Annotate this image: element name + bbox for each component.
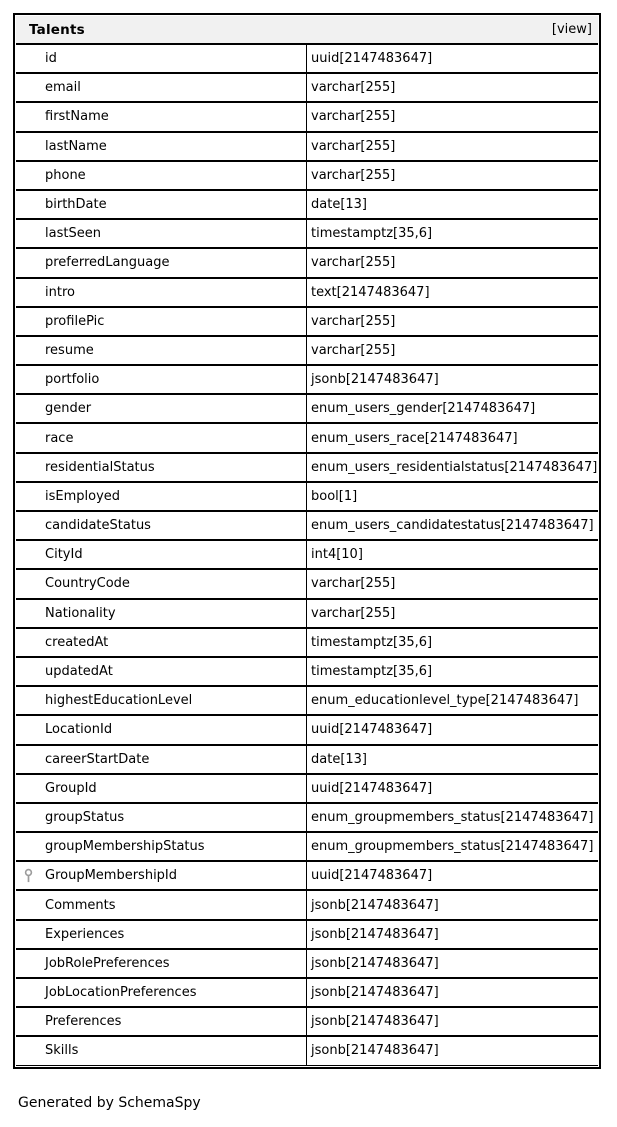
column-name-cell [16, 1007, 307, 1036]
column-name-cell [16, 102, 307, 131]
table-row [16, 1036, 598, 1065]
table-row [16, 803, 598, 832]
column-name: email [45, 80, 81, 96]
column-type: jsonb[2147483647] [307, 1007, 598, 1036]
column-name-cell [16, 949, 307, 978]
column-name-cell [16, 628, 307, 657]
column-type: enum_groupmembers_status[2147483647] [307, 832, 598, 861]
column-type: varchar[255] [307, 307, 598, 336]
column-name: JobLocationPreferences [45, 985, 197, 1001]
column-name-cell [16, 423, 307, 452]
column-type: varchar[255] [307, 161, 598, 190]
column-type: uuid[2147483647] [307, 715, 598, 744]
table-row [16, 832, 598, 861]
table-header-row [16, 16, 598, 44]
column-type: enum_users_race[2147483647] [307, 423, 598, 452]
table-row [16, 978, 598, 1007]
column-name-cell [16, 890, 307, 919]
column-type: jsonb[2147483647] [307, 920, 598, 949]
column-name: isEmployed [45, 488, 121, 504]
table-row [16, 920, 598, 949]
column-name-cell [16, 686, 307, 715]
column-name-cell [16, 161, 307, 190]
table-row [16, 861, 598, 890]
column-name-cell [16, 1036, 307, 1065]
column-name: updatedAt [45, 664, 113, 680]
column-name-cell [16, 832, 307, 861]
column-name: JobRolePreferences [45, 955, 170, 971]
table-row [16, 1007, 598, 1036]
table-header [16, 16, 598, 44]
column-name-cell [16, 861, 307, 890]
column-name: highestEducationLevel [45, 693, 193, 709]
column-type: int4[10] [307, 540, 598, 569]
table-row [16, 102, 598, 131]
column-type: enum_users_gender[2147483647] [307, 394, 598, 423]
column-name: Preferences [45, 1014, 122, 1030]
column-name-cell [16, 511, 307, 540]
column-type: uuid[2147483647] [307, 44, 598, 73]
column-type: varchar[255] [307, 102, 598, 131]
column-type: varchar[255] [307, 73, 598, 102]
column-type: varchar[255] [307, 248, 598, 277]
column-type: timestamptz[35,6] [307, 628, 598, 657]
column-name: phone [45, 167, 86, 183]
column-name: Nationality [45, 605, 116, 621]
column-name-cell [16, 803, 307, 832]
generator-credit: Generated by SchemaSpy [18, 1095, 201, 1111]
table-row [16, 73, 598, 102]
view-badge: [view] [551, 22, 592, 37]
column-type: timestamptz[35,6] [307, 219, 598, 248]
column-type: text[2147483647] [307, 278, 598, 307]
column-name: CityId [45, 547, 83, 563]
table-row [16, 628, 598, 657]
column-name: intro [45, 284, 75, 300]
column-name: careerStartDate [45, 751, 150, 767]
column-name: Experiences [45, 926, 125, 942]
column-rows [16, 44, 598, 1066]
column-type: uuid[2147483647] [307, 774, 598, 803]
table-row [16, 890, 598, 919]
table-row [16, 569, 598, 598]
key-icon [23, 868, 34, 883]
column-type: date[13] [307, 745, 598, 774]
column-type: jsonb[2147483647] [307, 949, 598, 978]
table-row [16, 715, 598, 744]
column-name-cell [16, 599, 307, 628]
column-type: uuid[2147483647] [307, 861, 598, 890]
table-row [16, 190, 598, 219]
column-type: jsonb[2147483647] [307, 1036, 598, 1065]
column-name: GroupMembershipId [45, 868, 178, 884]
column-type: varchar[255] [307, 569, 598, 598]
column-name: birthDate [45, 197, 107, 213]
column-type: timestamptz[35,6] [307, 657, 598, 686]
column-name-cell [16, 657, 307, 686]
table-row [16, 248, 598, 277]
table-title: Talents [29, 21, 85, 38]
column-type: varchar[255] [307, 599, 598, 628]
column-name: candidateStatus [45, 518, 151, 534]
column-name: groupMembershipStatus [45, 839, 205, 855]
table-row [16, 511, 598, 540]
column-name: groupStatus [45, 809, 125, 825]
column-type: enum_users_candidatestatus[2147483647] [307, 511, 598, 540]
column-name-cell [16, 336, 307, 365]
table-node-talents[interactable] [13, 13, 601, 1069]
table-row [16, 132, 598, 161]
table-row [16, 219, 598, 248]
column-name-cell [16, 482, 307, 511]
table-row [16, 44, 598, 73]
column-type: date[13] [307, 190, 598, 219]
table-row [16, 540, 598, 569]
column-name: createdAt [45, 634, 109, 650]
column-name-cell [16, 278, 307, 307]
talents-table [16, 16, 598, 1066]
column-name-cell [16, 132, 307, 161]
table-row [16, 686, 598, 715]
column-name: lastSeen [45, 226, 101, 242]
table-row [16, 161, 598, 190]
column-name: CountryCode [45, 576, 130, 592]
column-type: bool[1] [307, 482, 598, 511]
table-row [16, 657, 598, 686]
column-type: varchar[255] [307, 132, 598, 161]
column-name-cell [16, 44, 307, 73]
column-name: preferredLanguage [45, 255, 170, 271]
column-type: enum_educationlevel_type[2147483647] [307, 686, 598, 715]
table-row [16, 394, 598, 423]
column-name-cell [16, 394, 307, 423]
column-name-cell [16, 248, 307, 277]
column-type: jsonb[2147483647] [307, 978, 598, 1007]
column-name-cell [16, 715, 307, 744]
column-type: enum_users_residentialstatus[2147483647] [307, 453, 598, 482]
column-name: resume [45, 342, 94, 358]
column-name-cell [16, 920, 307, 949]
table-row [16, 278, 598, 307]
column-name: race [45, 430, 74, 446]
column-name-cell [16, 307, 307, 336]
column-name: portfolio [45, 372, 100, 388]
column-type: jsonb[2147483647] [307, 890, 598, 919]
column-name-cell [16, 219, 307, 248]
column-name: GroupId [45, 780, 97, 796]
column-name: Comments [45, 897, 116, 913]
column-name-cell [16, 745, 307, 774]
table-row [16, 774, 598, 803]
column-name-cell [16, 453, 307, 482]
column-type: varchar[255] [307, 336, 598, 365]
column-name: LocationId [45, 722, 113, 738]
column-name-cell [16, 774, 307, 803]
column-name-cell [16, 569, 307, 598]
table-row [16, 745, 598, 774]
column-type: jsonb[2147483647] [307, 365, 598, 394]
column-name-cell [16, 365, 307, 394]
column-type: enum_groupmembers_status[2147483647] [307, 803, 598, 832]
column-name: lastName [45, 138, 107, 154]
table-row [16, 482, 598, 511]
column-name-cell [16, 540, 307, 569]
column-name: profilePic [45, 313, 105, 329]
column-name: id [45, 51, 57, 67]
table-row [16, 949, 598, 978]
table-row [16, 453, 598, 482]
column-name: gender [45, 401, 92, 417]
column-name-cell [16, 73, 307, 102]
column-name: residentialStatus [45, 459, 155, 475]
table-row [16, 336, 598, 365]
column-name: firstName [45, 109, 109, 125]
table-row [16, 307, 598, 336]
table-row [16, 423, 598, 452]
table-row [16, 365, 598, 394]
column-name: Skills [45, 1043, 79, 1059]
table-row [16, 599, 598, 628]
column-name-cell [16, 190, 307, 219]
column-name-cell [16, 978, 307, 1007]
